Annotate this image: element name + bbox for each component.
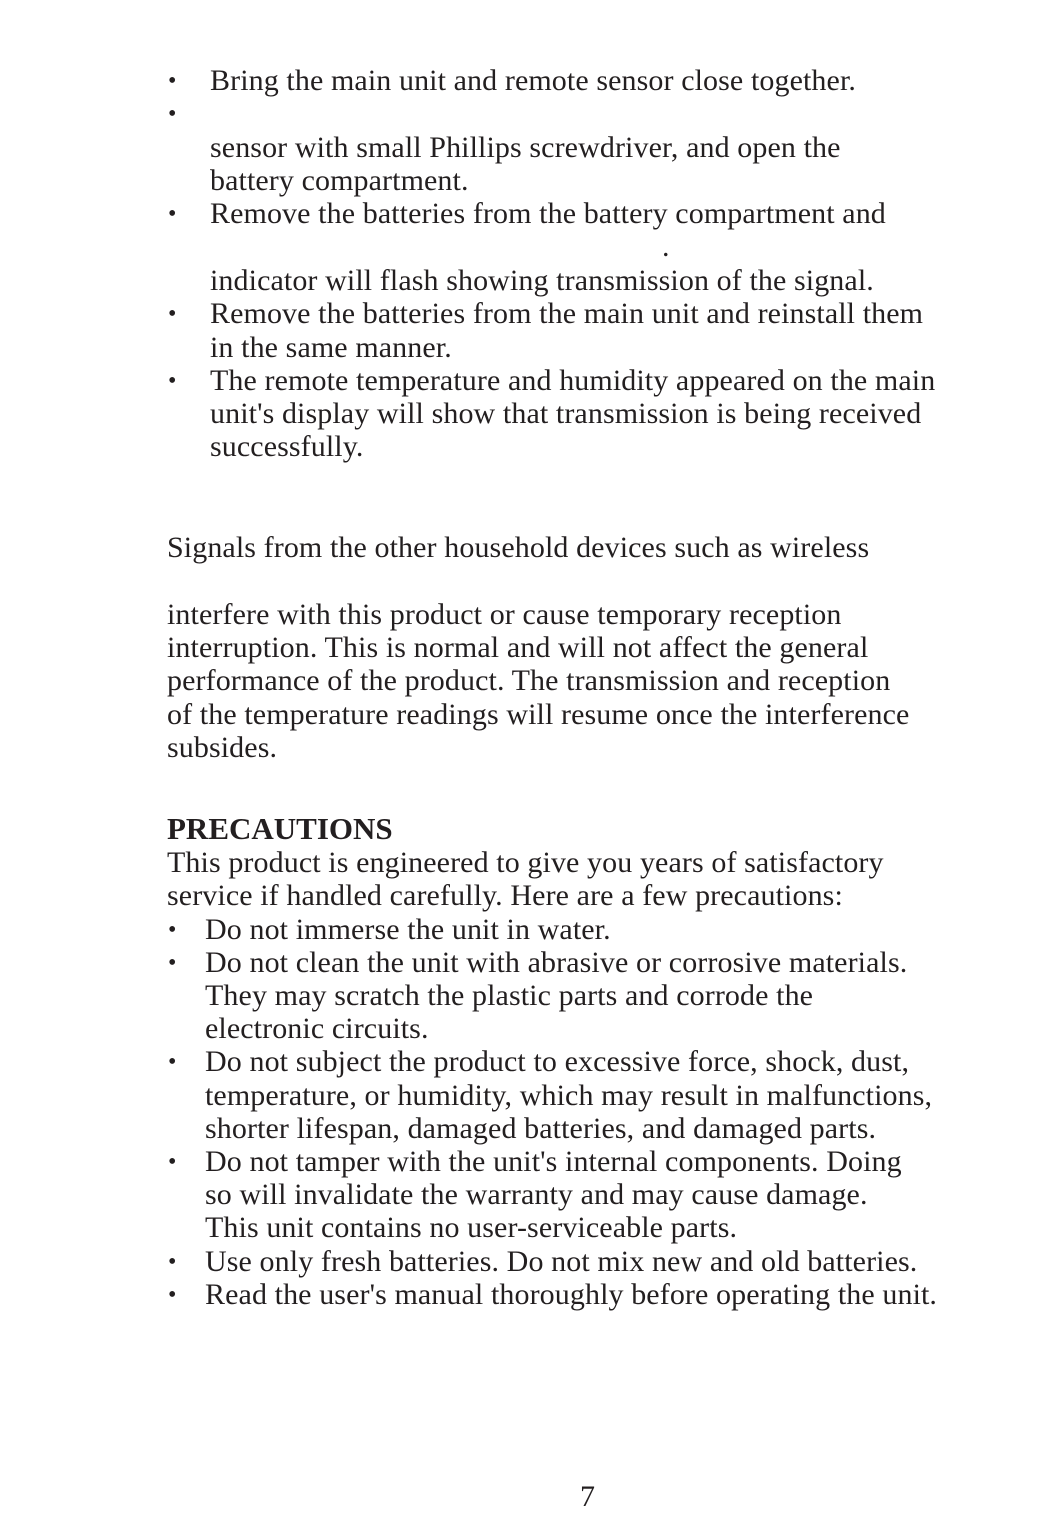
bullet: •: [168, 1049, 177, 1075]
precautions-intro-line-1: This product is engineered to give you years of satisfactory: [167, 846, 884, 879]
precaution-item-1: Do not immerse the unit in water.: [205, 913, 611, 946]
sync-step-2-line-3: battery compartment.: [210, 164, 469, 197]
precautions-heading: PRECAUTIONS: [167, 811, 393, 846]
interference-line-7: subsides.: [167, 731, 278, 764]
interference-line-1: Signals from the other household devices such as wireless: [167, 531, 870, 564]
bullet: •: [168, 201, 177, 227]
precaution-item-6: Read the user's manual thoroughly before operating the unit.: [205, 1278, 938, 1311]
bullet: •: [168, 917, 177, 943]
precaution-item-5: Use only fresh batteries. Do not mix new and old batteries.: [205, 1245, 918, 1278]
interference-line-5: performance of the product. The transmission and reception: [167, 664, 891, 697]
sync-step-4-line-1: Remove the batteries from the main unit and reinstall them: [210, 297, 924, 330]
precaution-item-4-line-3: This unit contains no user-serviceable parts.: [205, 1211, 738, 1244]
interference-line-6: of the temperature readings will resume once the interference: [167, 698, 910, 731]
sync-step-1: Bring the main unit and remote sensor close together.: [210, 64, 856, 97]
sync-step-4-line-2: in the same manner.: [210, 331, 452, 364]
precaution-item-3-line-3: shorter lifespan, damaged batteries, and damaged parts.: [205, 1112, 877, 1145]
sync-step-5-line-3: successfully.: [210, 430, 364, 463]
bullet: •: [168, 1249, 177, 1275]
stray-dot: .: [662, 230, 670, 263]
bullet: •: [168, 950, 177, 976]
interference-line-4: interruption. This is normal and will not affect the general: [167, 631, 869, 664]
bullet: •: [168, 68, 177, 94]
bullet: •: [168, 1282, 177, 1308]
bullet: •: [168, 101, 177, 127]
sync-step-2-line-2: sensor with small Phillips screwdriver, and open the: [210, 131, 841, 164]
precautions-intro-line-2: service if handled carefully. Here are a few precautions:: [167, 879, 843, 912]
precaution-item-4-line-2: so will invalidate the warranty and may cause damage.: [205, 1178, 868, 1211]
bullet: •: [168, 301, 177, 327]
interference-line-3: interfere with this product or cause temporary reception: [167, 598, 842, 631]
sync-step-3-line-1: Remove the batteries from the battery compartment and: [210, 197, 886, 230]
precaution-item-2-line-1: Do not clean the unit with abrasive or corrosive materials.: [205, 946, 908, 979]
bullet: •: [168, 1149, 177, 1175]
precaution-item-3-line-2: temperature, or humidity, which may result in malfunctions,: [205, 1079, 933, 1112]
sync-step-5-line-2: unit's display will show that transmission is being received: [210, 397, 922, 430]
bullet: •: [168, 368, 177, 394]
precaution-item-2-line-2: They may scratch the plastic parts and corrode the: [205, 979, 814, 1012]
precaution-item-2-line-3: electronic circuits.: [205, 1012, 429, 1045]
precaution-item-4-line-1: Do not tamper with the unit's internal components. Doing: [205, 1145, 902, 1178]
sync-step-3-line-3: indicator will flash showing transmission of the signal.: [210, 264, 874, 297]
precaution-item-3-line-1: Do not subject the product to excessive force, shock, dust,: [205, 1045, 910, 1078]
sync-step-5-line-1: The remote temperature and humidity appeared on the main: [210, 364, 936, 397]
page-number: 7: [580, 1480, 595, 1513]
